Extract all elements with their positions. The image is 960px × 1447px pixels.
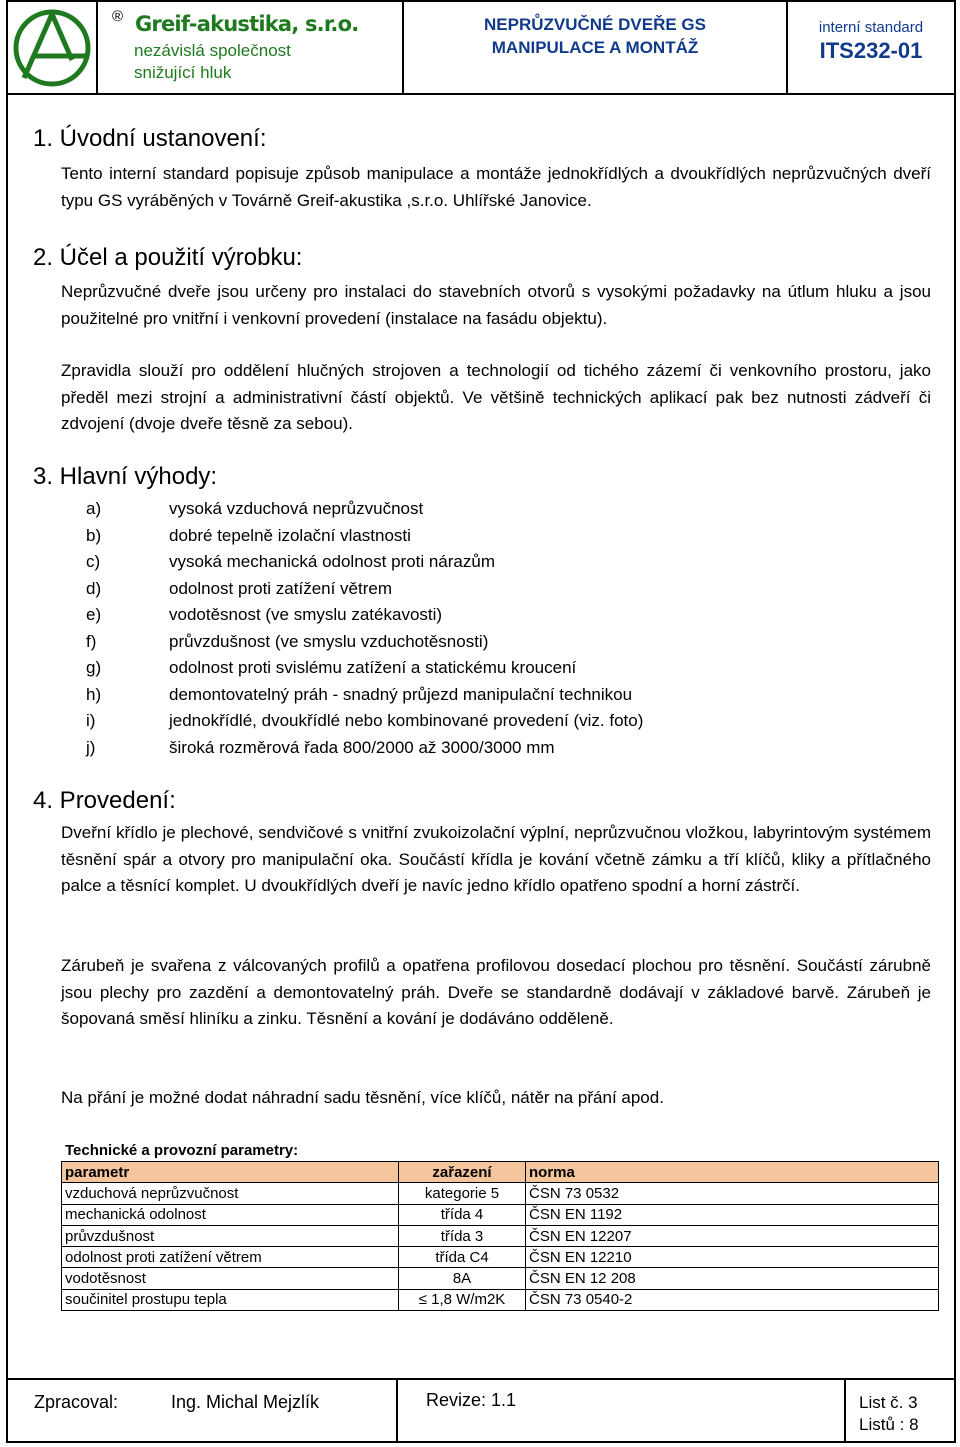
company-cell <box>98 0 404 93</box>
table-cell: ČSN EN 12210 <box>526 1247 939 1268</box>
table-cell: třída 3 <box>399 1225 526 1246</box>
table-cell: vzduchová neprůzvučnost <box>62 1183 399 1204</box>
logo-letters: AG <box>51 54 53 55</box>
company-name: Greif-akustika, s.r.o. <box>135 12 359 36</box>
table-row <box>62 1183 939 1204</box>
document-header <box>6 0 956 95</box>
table-row <box>62 1225 939 1246</box>
section-2-paragraph-2: Zpravidla slouží pro oddělení hlučných strojoven a technologií od tichého zázemí či venkovního prostoru, jako předěl mezi strojní a administrativní částí objektů. Ve většině technických aplikací pak bez nutnosti zádveří či zdvojení (dvoje dveře těsně za sebou). <box>61 361 931 433</box>
list-item-letter: d) <box>86 578 102 598</box>
list-item <box>86 708 906 735</box>
list-item <box>86 523 906 550</box>
table-row <box>62 1289 939 1310</box>
standard-label: interní standard <box>818 19 924 36</box>
list-item-text: široká rozměrová řada 800/2000 až 3000/3000 mm <box>169 737 555 757</box>
page-number: List č. 3 <box>859 1393 918 1412</box>
list-item-letter: j) <box>86 737 96 757</box>
table-cell: mechanická odolnost <box>62 1204 399 1225</box>
section-4-heading: 4. Provedení: <box>33 787 176 814</box>
list-item-text: odolnost proti zatížení větrem <box>169 578 393 598</box>
list-item-text: jednokřídlé, dvoukřídlé nebo kombinované provedení (viz. foto) <box>169 711 644 730</box>
table-cell: ČSN 73 0540-2 <box>526 1289 939 1310</box>
list-item-letter: e) <box>86 605 102 624</box>
document-footer <box>6 1378 956 1443</box>
list-item-letter: c) <box>86 552 101 571</box>
table-cell: kategorie 5 <box>399 1183 526 1204</box>
section-1-text: Tento interní standard popisuje způsob manipulace a montáže jednokřídlých a dvoukřídlých neprůzvučných dveří typu GS vyráběných v Továrně Greif-akustika ,s.r.o. Uhlířské Janovice. <box>61 164 931 210</box>
list-item-text: demontovatelný práh - snadný průjezd manipulační technikou <box>169 684 633 704</box>
list-item-text: odolnost proti svislému zatížení a statickému kroucení <box>169 658 577 677</box>
document-title-1: NEPRŮZVUČNÉ DVEŘE GS <box>484 15 706 34</box>
list-item <box>86 735 906 762</box>
table-cell: odolnost proti zatížení větrem <box>62 1247 399 1268</box>
parameters-table <box>61 1161 939 1311</box>
registered-mark: ® <box>112 8 124 25</box>
section-2-heading: 2. Účel a použití výrobku: <box>33 244 303 271</box>
list-item <box>86 655 906 682</box>
footer-page-cell <box>846 1380 954 1443</box>
list-item-text: vysoká mechanická odolnost proti nárazům <box>169 552 495 571</box>
table-cell: třída C4 <box>399 1247 526 1268</box>
table-cell: třída 4 <box>399 1204 526 1225</box>
page-count: Listů : 8 <box>859 1415 919 1434</box>
company-tagline-2: snižující hluk <box>134 63 232 82</box>
table-cell: ≤ 1,8 W/m2K <box>399 1289 526 1310</box>
list-item-letter: b) <box>86 525 102 545</box>
standard-cell <box>788 0 954 93</box>
title-cell <box>404 0 788 93</box>
advantages-list <box>86 496 906 761</box>
footer-author-cell <box>6 1380 398 1443</box>
table-row <box>62 1204 939 1225</box>
standard-code: ITS232-01 <box>819 38 923 63</box>
table-row <box>62 1268 939 1289</box>
column-header-parameter: parametr <box>62 1162 399 1183</box>
section-4-paragraph-2: Zárubeň je svařena z válcovaných profilů a opatřena profilovou dosedací plochou pro těsnění. Součástí zárubně jsou plechy pro zazdění a demontovatelný práh. Dveře se standardně dodávají v základové barvě. Zárubeň je šopovaná směsí hliníku a zinku. Těsnění a kování je dodáváno odděleně. <box>61 956 931 1028</box>
prepared-by-name: Ing. Michal Mejzlík <box>171 1392 320 1412</box>
table-title: Technické a provozní parametry: <box>65 1142 299 1159</box>
list-item-letter: g) <box>86 658 102 677</box>
section-4-paragraph-1: Dveřní křídlo je plechové, sendvičové s vnitřní zvukoizolační výplní, neprůzvučnou vložkou, labyrintovým systémem těsnění spár a otvory pro manipulační oka. Součástí křídla je kování včetně zámku a tří klíčů, kliky a přítlačného palce a těsnící komplet. U dvoukřídlých dveří je navíc jedno křídlo opatřeno spodní a horní zástrčí. <box>61 823 931 895</box>
table-cell: ČSN EN 12 208 <box>526 1268 939 1289</box>
list-item <box>86 602 906 629</box>
section-4-paragraph-3: Na přání je možné dodat náhradní sadu těsnění, více klíčů, nátěr na přání apod. <box>61 1088 664 1107</box>
company-tagline-1: nezávislá společnost <box>134 41 291 60</box>
table-cell: průvzdušnost <box>62 1225 399 1246</box>
table-cell: vodotěsnost <box>62 1268 399 1289</box>
column-header-classification: zařazení <box>399 1162 526 1183</box>
company-logo <box>8 4 96 90</box>
table-header-row <box>62 1162 939 1183</box>
list-item-letter: f) <box>86 631 97 651</box>
list-item-text: průvzdušnost (ve smyslu vzduchotěsnosti) <box>169 631 489 651</box>
table-cell: 8A <box>399 1268 526 1289</box>
logo-cell <box>6 0 98 93</box>
list-item-letter: a) <box>86 499 102 518</box>
list-item <box>86 496 906 523</box>
section-3-heading: 3. Hlavní výhody: <box>33 463 218 490</box>
list-item <box>86 682 906 709</box>
document-title-2: MANIPULACE A MONTÁŽ <box>491 38 699 57</box>
list-item-text: dobré tepelně izolační vlastnosti <box>169 525 411 545</box>
table-cell: ČSN EN 1192 <box>526 1204 939 1225</box>
list-item <box>86 576 906 603</box>
column-header-norm: norma <box>526 1162 939 1183</box>
list-item-letter: h) <box>86 684 102 704</box>
list-item-letter: i) <box>86 711 96 730</box>
footer-revision-cell <box>398 1380 846 1443</box>
list-item-text: vodotěsnost (ve smyslu zatékavosti) <box>169 605 443 624</box>
list-item-text: vysoká vzduchová neprůzvučnost <box>169 499 424 518</box>
prepared-by-label: Zpracoval: <box>34 1392 119 1412</box>
list-item <box>86 629 906 656</box>
section-2-paragraph-1: Neprůzvučné dveře jsou určeny pro instalaci do stavebních otvorů s vysokými požadavky na útlum hluku a jsou použitelné pro vnitřní i venkovní provedení (instalace na fasádu objektu). <box>61 282 931 328</box>
revision-label: Revize: 1.1 <box>426 1390 517 1410</box>
table-cell: ČSN 73 0532 <box>526 1183 939 1204</box>
section-1-heading: 1. Úvodní ustanovení: <box>33 125 267 152</box>
list-item <box>86 549 906 576</box>
table-cell: součinitel prostupu tepla <box>62 1289 399 1310</box>
table-row <box>62 1247 939 1268</box>
table-cell: ČSN EN 12207 <box>526 1225 939 1246</box>
